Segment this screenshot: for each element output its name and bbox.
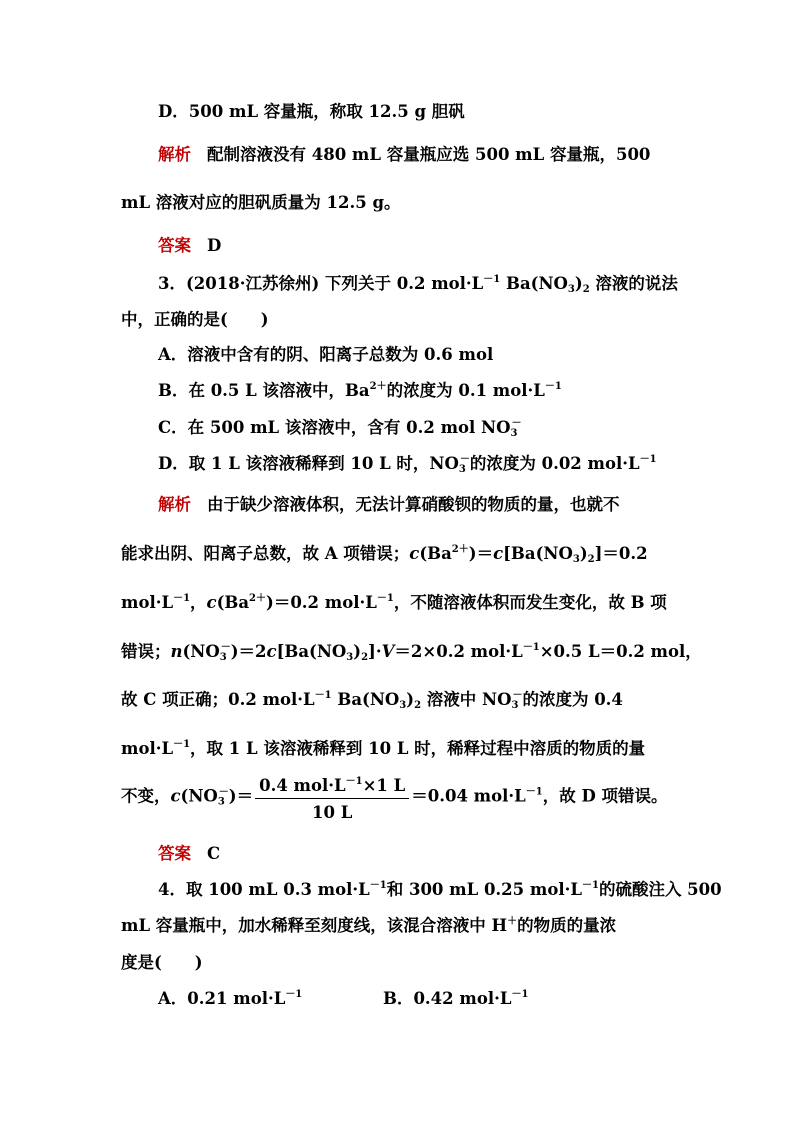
text-run: ，故 D 项错误。 [542,786,668,806]
text-run: 的物质的量浓 [517,916,617,935]
q3-analysis-line-5 [121,686,623,711]
text-run: 溶液的说法 [589,274,678,293]
superscript: － [220,642,231,653]
answer-value: D [207,236,222,255]
text-run: n [170,642,183,661]
text-run: 的浓度为 0.1 mol·L [386,381,545,400]
subscript: 3 [458,464,466,475]
fraction-numerator [255,772,409,799]
text-run: ]＝0.2 [594,544,648,563]
text-run: 0.4 mol·L [259,776,346,795]
q3-option-c [158,414,521,439]
text-run: (NO [182,642,220,661]
text-run: mol·L [121,593,174,612]
text-run: 的浓度为 0.4 [522,690,623,709]
superscript: －1 [522,642,540,653]
text-run: c [170,786,181,806]
text-run: [Ba(NO [276,642,347,661]
text-run: ×1 L [362,776,406,795]
text-run: c [409,544,420,563]
text-run: ＝0.04 mol·L [411,786,526,806]
subscript: 3 [346,652,354,663]
superscript: 2＋ [369,381,387,392]
text-run: ， [190,593,207,612]
text-run: 的浓度为 0.02 mol·L [469,454,640,473]
text-run: Ba(NO [500,274,568,293]
text-run: D．取 1 L 该溶液稀释到 10 L 时，NO [158,454,459,473]
q3-analysis-line-6 [121,735,645,759]
subscript: 3 [399,700,407,711]
superscript: － [511,418,522,429]
analysis-label: 解析 [158,495,191,514]
q2-analysis-text: 配制溶液没有 480 mL 容量瓶应选 500 mL 容量瓶，500 [207,145,651,164]
subscript: 2 [587,554,595,565]
text-run: A．0.21 mol·L [158,989,286,1008]
text-run: Ba(NO [331,690,400,709]
subscript: 2 [414,700,422,711]
q3-analysis-line-2 [121,540,648,565]
subscript: 2 [582,284,590,295]
superscript: －1 [173,739,191,750]
superscript: －1 [314,690,332,701]
subscript: 3 [572,554,580,565]
text-run: (NO [180,786,218,806]
q2-analysis-line-2: mL 溶液对应的胆矾质量为 12.5 g。 [121,193,401,212]
q2-option-d: D．500 mL 容量瓶，称取 12.5 g 胆矾 [158,102,465,121]
text-run: ) [574,274,583,293]
text-run: ) [406,690,415,709]
text-run: (Ba [216,593,250,612]
superscript: 2＋ [451,544,469,555]
subscript: 3 [567,284,575,295]
text-run: ＝2×0.2 mol·L [394,642,523,661]
text-run: )＝ [228,786,254,806]
q4-stem-line-3: 度是( ) [121,953,203,972]
text-run: c [493,544,504,563]
text-run: ) [579,544,588,563]
q2-analysis-line-1 [158,141,650,165]
text-run: 3．(2018·江苏徐州) 下列关于 0.2 mol·L [158,274,484,293]
q3-option-b [158,377,562,401]
superscript: －1 [285,989,303,1000]
text-run: 溶液中 NO [421,690,512,709]
superscript: －1 [345,776,363,787]
subscript: 3 [219,652,227,663]
text-run: (Ba [419,544,452,563]
text-run: mol·L [121,739,174,758]
q3-answer [158,840,220,864]
superscript: －1 [544,381,562,392]
q4-option-a [158,985,302,1009]
q3-analysis-line-7 [121,772,668,822]
text-run: B．在 0.5 L 该溶液中，Ba [158,381,370,400]
q4-option-b [383,985,528,1009]
analysis-label: 解析 [158,145,191,164]
superscript: －1 [173,593,191,604]
answer-label: 答案 [158,236,191,255]
answer-label: 答案 [158,844,191,863]
answer-value: C [207,844,221,863]
q4-stem-line-2 [121,912,616,936]
superscript: ＋ [507,916,518,927]
q3-analysis-line-1 [158,491,620,515]
subscript: 3 [510,428,518,439]
subscript: 3 [511,700,519,711]
text-run: ]· [368,642,382,661]
text-run: 由于缺少溶液体积，无法计算硝酸钡的物质的量，也就不 [207,495,620,514]
fraction-denominator: 10 L [312,803,353,822]
text-run: )＝ [468,544,494,563]
text-run: ) [353,642,362,661]
superscript: －1 [369,880,387,891]
superscript: －1 [376,593,394,604]
text-run: C．在 500 mL 该溶液中，含有 0.2 mol NO [158,418,511,437]
q3-option-d [158,450,657,475]
text-run: c [206,593,217,612]
subscript: 2 [361,652,369,663]
text-run: 和 300 mL 0.25 mol·L [386,880,582,899]
text-run: ，取 1 L 该溶液稀释到 10 L 时，稀释过程中溶质的物质的量 [190,739,646,758]
superscript: －1 [525,786,543,798]
superscript: －1 [639,454,657,465]
superscript: －1 [581,880,599,891]
text-run: ，不随溶液体积而发生变化，故 B 项 [393,593,667,612]
q2-answer [158,232,221,256]
text-run: c [266,642,277,661]
text-run: 4．取 100 mL 0.3 mol·L [158,880,370,899]
fraction [255,772,409,822]
text-run: 错误； [121,642,171,661]
text-run: 的硫酸注入 500 [598,880,722,899]
q3-option-a: A．溶液中含有的阴、阳离子总数为 0.6 mol [158,345,494,364]
text-run: )＝0.2 mol·L [266,593,377,612]
q3-stem-line-2: 中，正确的是( ) [121,310,269,329]
q3-analysis-line-4 [121,638,702,663]
text-run: )＝2 [230,642,267,661]
text-run: [Ba(NO [503,544,573,563]
q4-stem-line-1 [158,876,722,900]
superscript: － [459,454,470,465]
subscript: 3 [217,796,225,808]
superscript: － [512,690,523,701]
text-run: 故 C 项正确；0.2 mol·L [121,690,315,709]
text-run: V [381,642,395,661]
text-run: 能求出阴、阳离子总数，故 A 项错误； [121,544,410,563]
q3-analysis-line-3 [121,589,667,613]
text-run: B．0.42 mol·L [383,989,512,1008]
superscript: －1 [511,989,529,1000]
superscript: 2＋ [249,593,267,604]
text-run: mL 容量瓶中，加水稀释至刻度线，该混合溶液中 H [121,916,508,935]
text-run: 不变， [121,786,171,806]
text-run: ×0.5 L＝0.2 mol， [539,642,702,661]
superscript: － [218,786,229,798]
superscript: －1 [483,274,501,285]
q3-stem-line-1 [158,270,678,295]
